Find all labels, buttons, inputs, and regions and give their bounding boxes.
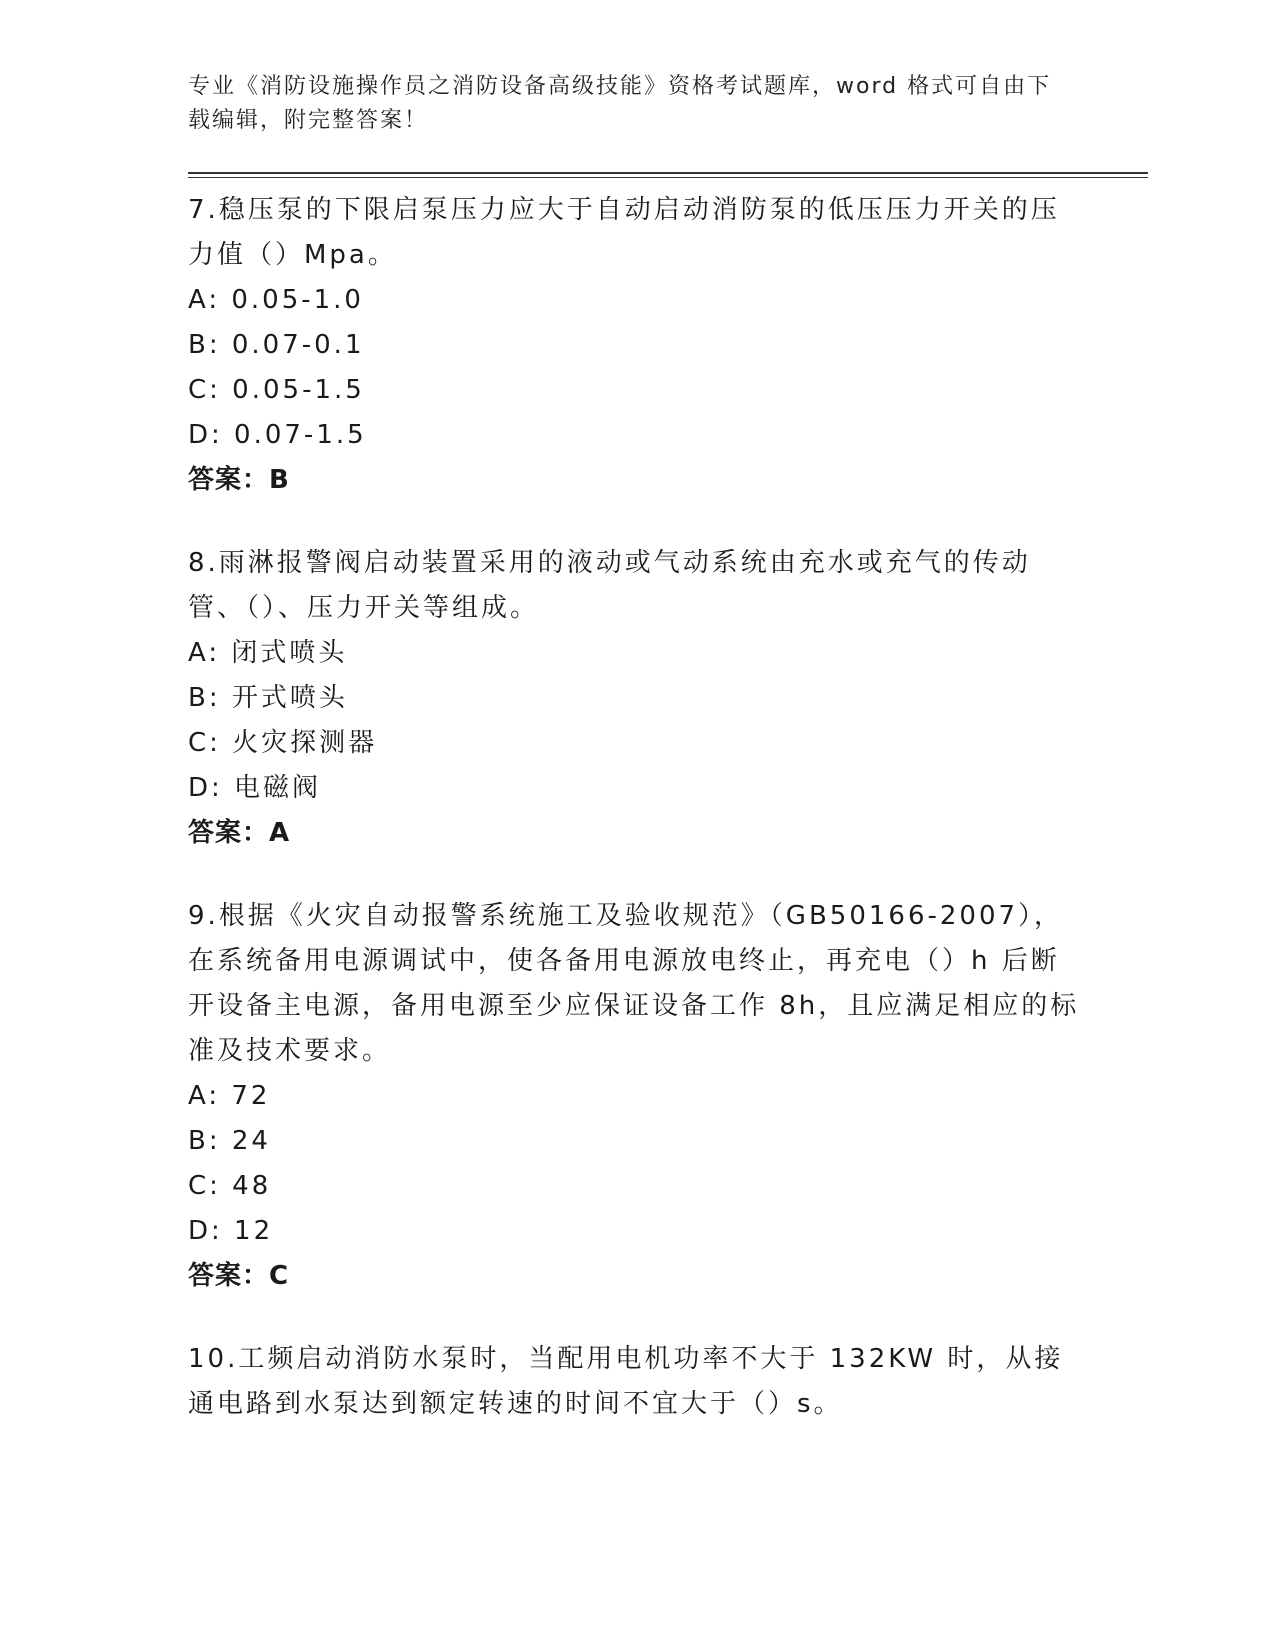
option-b: B: 24 xyxy=(188,1126,271,1156)
option-a: A: 72 xyxy=(188,1081,271,1111)
question-stem: 10.工频启动消防水泵时，当配用电机功率不大于 132KW 时，从接通电路到水泵达到额定转速的时间不宜大于（）s。 xyxy=(188,1344,1064,1419)
answer-line: 答案：C xyxy=(188,1261,290,1291)
question-stem: 9.根据《火灾自动报警系统施工及验收规范》（GB50166-2007），在系统备用电源调试中，使各备用电源放电终止，再充电（）h 后断开设备主电源，备用电源至少应保证设备工作 8h，且应满足相应的标准及技术要求。 xyxy=(188,901,1080,1066)
option-c: C: 火灾探测器 xyxy=(188,728,378,758)
option-d: D: 0.07-1.5 xyxy=(188,420,367,450)
option-c: C: 0.05-1.5 xyxy=(188,375,365,405)
header-divider xyxy=(188,172,1148,178)
option-d: D: 电磁阀 xyxy=(188,773,322,803)
option-b: B: 开式喷头 xyxy=(188,683,348,713)
question-stem: 8.雨淋报警阀启动装置采用的液动或气动系统由充水或充气的传动管、（）、压力开关等组成。 xyxy=(188,548,1031,623)
question-9 xyxy=(188,894,1148,1299)
question-7 xyxy=(188,188,1148,503)
question-stem: 7.稳压泵的下限启泵压力应大于自动启动消防泵的低压压力开关的压力值（）Mpa。 xyxy=(188,195,1060,270)
answer-line: 答案：B xyxy=(188,465,290,495)
document-header: 专业《消防设施操作员之消防设备高级技能》资格考试题库，word 格式可自由下载编辑，附完整答案！ xyxy=(188,74,1052,133)
option-c: C: 48 xyxy=(188,1171,272,1201)
option-a: A: 0.05-1.0 xyxy=(188,285,364,315)
question-10 xyxy=(188,1337,1148,1427)
option-list xyxy=(188,278,1148,458)
question-list xyxy=(188,188,1148,1427)
option-d: D: 12 xyxy=(188,1216,274,1246)
option-list xyxy=(188,631,1148,811)
option-b: B: 0.07-0.1 xyxy=(188,330,365,360)
option-list xyxy=(188,1074,1148,1254)
option-a: A: 闭式喷头 xyxy=(188,638,348,668)
answer-line: 答案：A xyxy=(188,818,291,848)
document-page xyxy=(188,70,1148,1465)
question-8 xyxy=(188,541,1148,856)
